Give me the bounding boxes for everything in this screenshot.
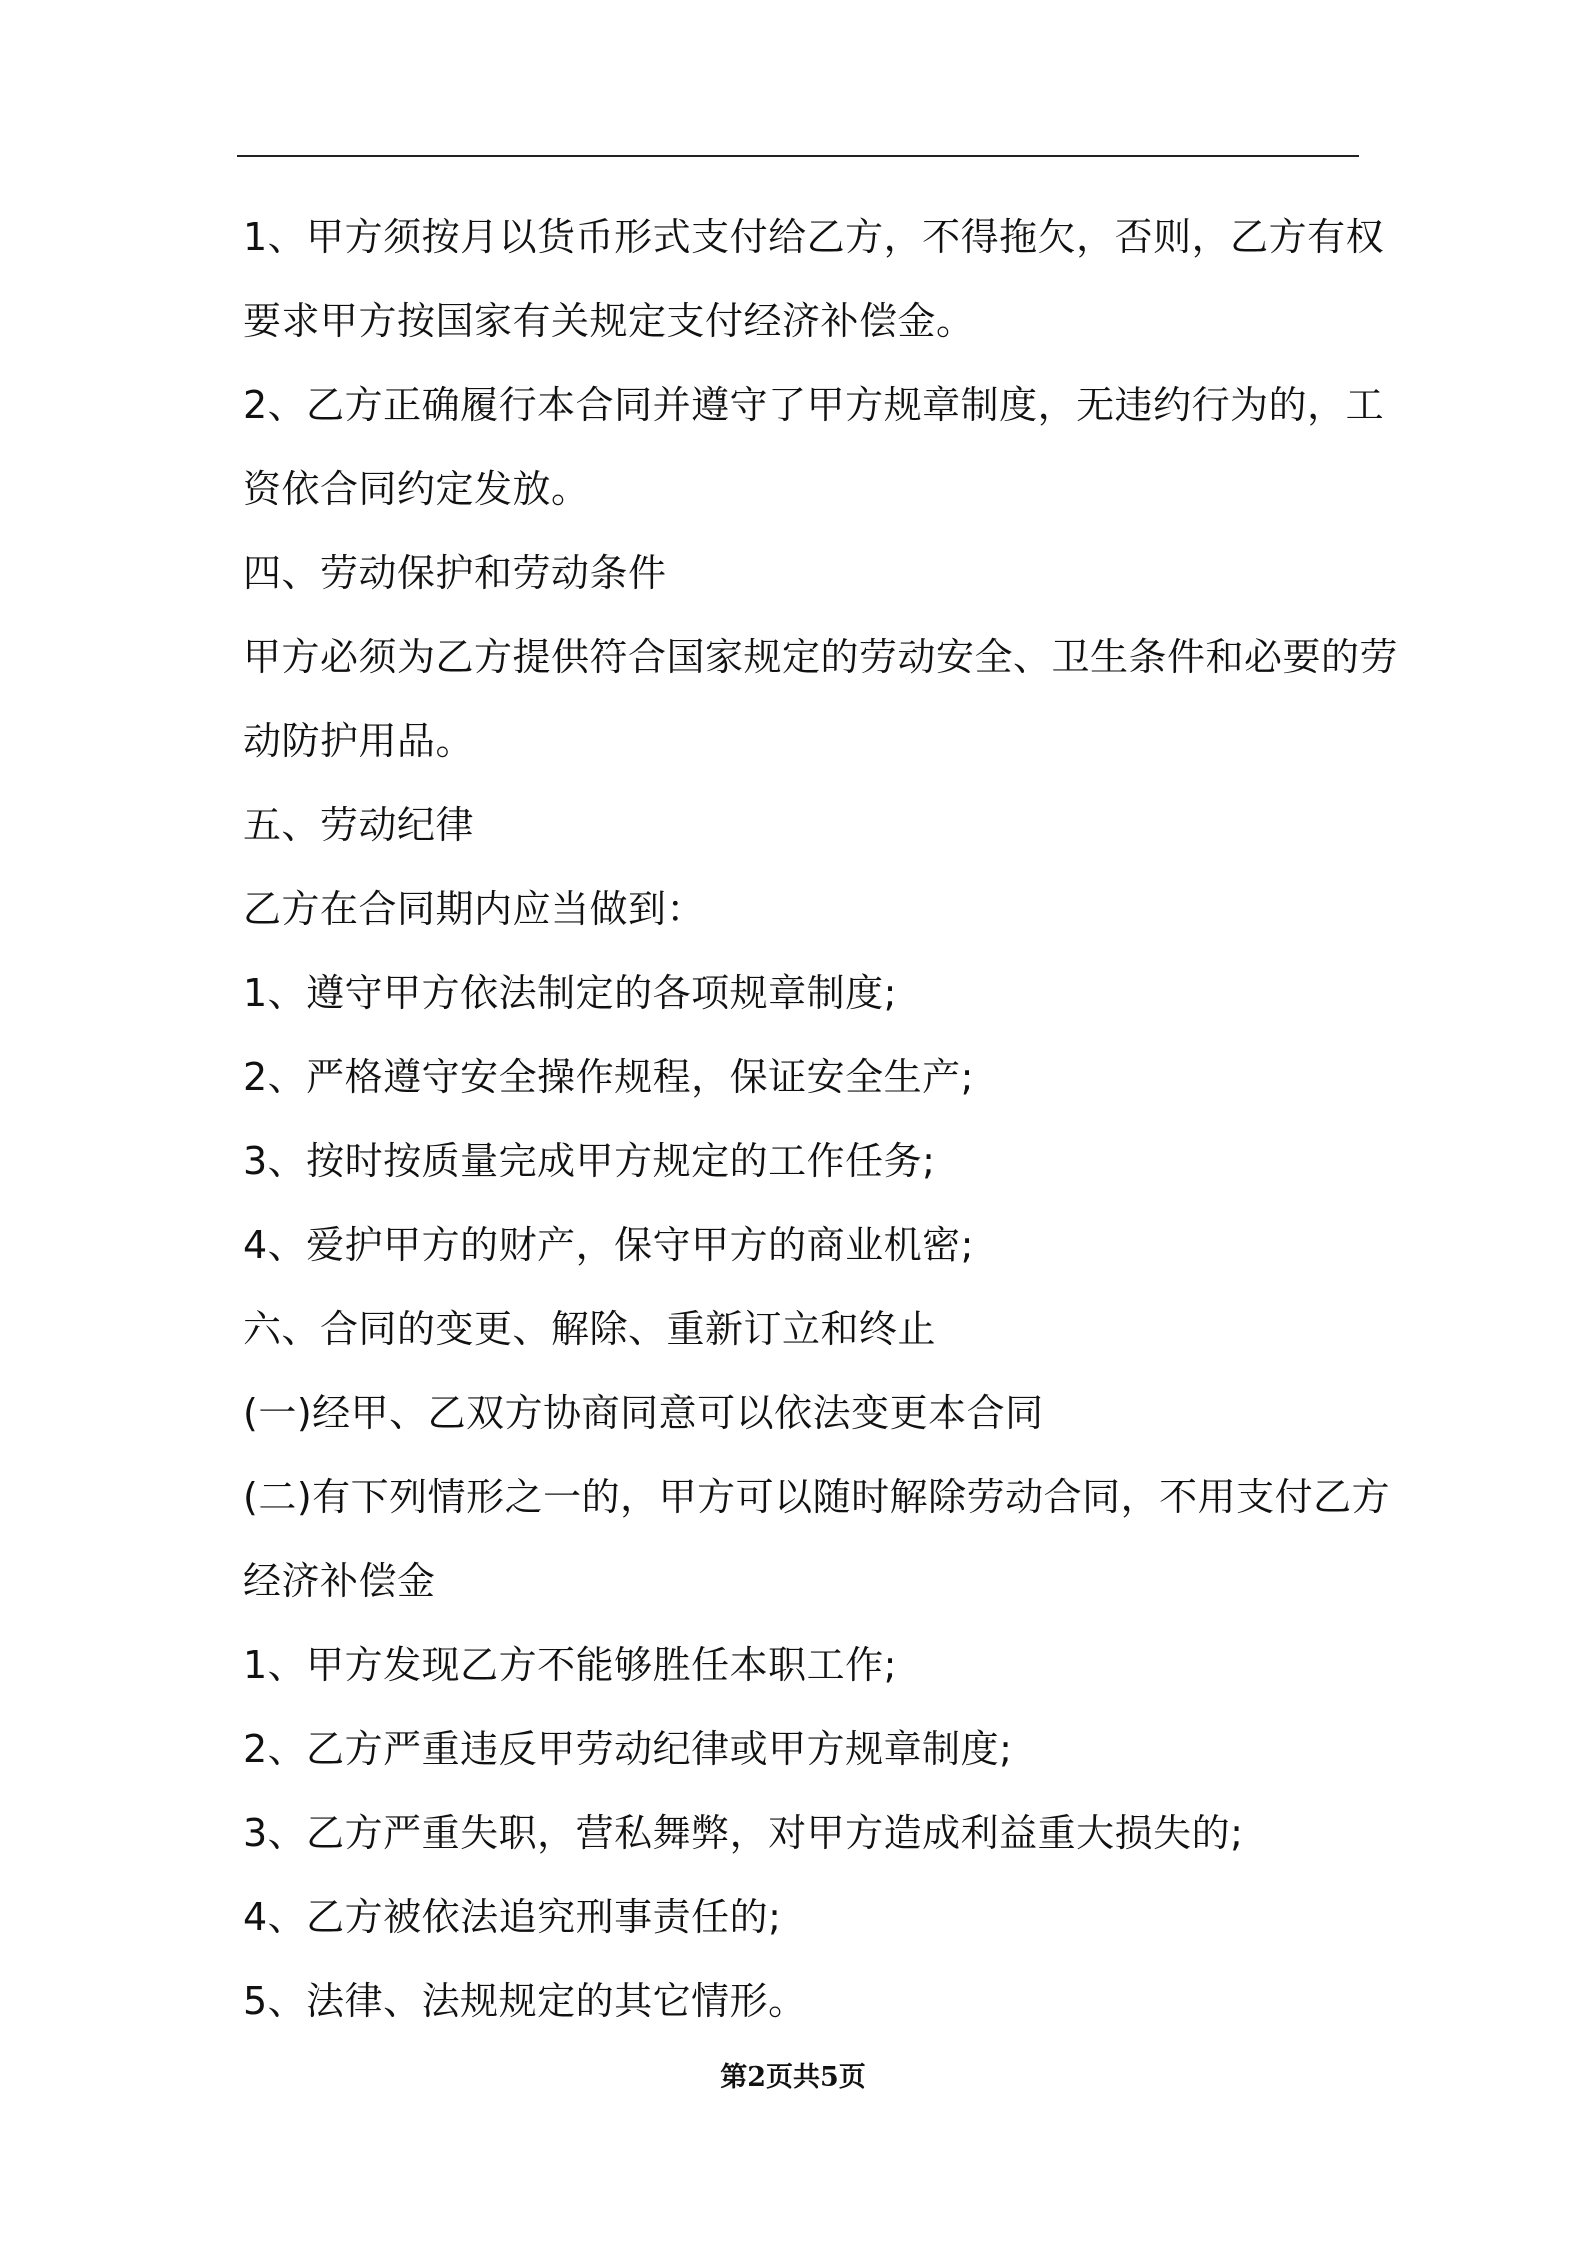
text-line: 1、甲方须按月以货币形式支付给乙方，不得拖欠，否则，乙方有权 xyxy=(243,215,1385,259)
text-line: (一)经甲、乙双方协商同意可以依法变更本合同 xyxy=(243,1391,1044,1435)
list-item: 4、爱护甲方的财产，保守甲方的商业机密; xyxy=(243,1223,974,1267)
section-heading: 五、劳动纪律 xyxy=(243,803,475,847)
section-heading: 六、合同的变更、解除、重新订立和终止 xyxy=(243,1307,937,1351)
text-line: 要求甲方按国家有关规定支付经济补偿金。 xyxy=(243,299,975,343)
header-rule xyxy=(237,155,1359,157)
list-item: 2、严格遵守安全操作规程，保证安全生产; xyxy=(243,1055,974,1099)
document-body xyxy=(243,195,1399,2043)
text-line: 乙方在合同期内应当做到： xyxy=(243,887,706,931)
list-item: 4、乙方被依法追究刑事责任的; xyxy=(243,1895,782,1939)
list-item: 3、按时按质量完成甲方规定的工作任务; xyxy=(243,1139,936,1183)
list-item: 1、甲方发现乙方不能够胜任本职工作; xyxy=(243,1643,897,1687)
text-line: 动防护用品。 xyxy=(243,719,475,763)
page-number: 第2页共5页 xyxy=(720,2062,866,2093)
text-line: 经济补偿金 xyxy=(243,1559,436,1603)
text-line: 2、乙方正确履行本合同并遵守了甲方规章制度，无违约行为的，工 xyxy=(243,383,1385,427)
section-heading: 四、劳动保护和劳动条件 xyxy=(243,551,667,595)
list-item: 3、乙方严重失职，营私舞弊，对甲方造成利益重大损失的; xyxy=(243,1811,1244,1855)
text-line: 甲方必须为乙方提供符合国家规定的劳动安全、卫生条件和必要的劳 xyxy=(243,635,1399,679)
list-item: 1、遵守甲方依法制定的各项规章制度; xyxy=(243,971,897,1015)
text-line: 资依合同约定发放。 xyxy=(243,467,590,511)
list-item: 5、法律、法规规定的其它情形。 xyxy=(243,1979,807,2023)
list-item: 2、乙方严重违反甲劳动纪律或甲方规章制度; xyxy=(243,1727,1013,1771)
text-line: (二)有下列情形之一的，甲方可以随时解除劳动合同，不用支付乙方 xyxy=(243,1475,1391,1519)
